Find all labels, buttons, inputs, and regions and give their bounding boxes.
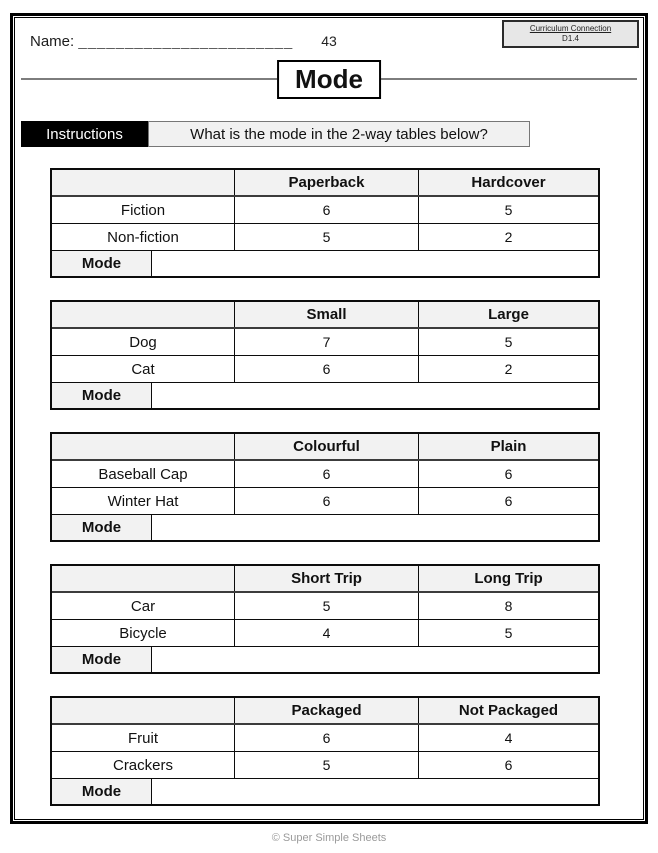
value-cell: 4: [504, 730, 513, 746]
table-row: [52, 197, 598, 224]
mode-label: Mode: [52, 647, 152, 672]
corner-cell: [52, 566, 235, 591]
row-label: Fiction: [52, 197, 235, 223]
value-cell: 6: [235, 197, 419, 223]
name-label: Name:: [30, 33, 75, 50]
instructions-text: What is the mode in the 2-way tables below?: [148, 121, 530, 147]
value-cell: 5: [504, 334, 513, 350]
column-header: Packaged: [235, 698, 419, 723]
mode-answer-cell[interactable]: [152, 647, 598, 672]
mode-answer-cell[interactable]: [152, 779, 598, 804]
column-header: Paperback: [235, 170, 419, 195]
corner-cell: [52, 302, 235, 327]
page-number: 43: [321, 33, 337, 49]
table-header-row: [52, 170, 598, 197]
column-header: Large: [419, 302, 598, 327]
mode-row: [52, 647, 598, 672]
table-header-row: [52, 302, 598, 329]
column-header: Colourful: [235, 434, 419, 459]
table-row: [52, 461, 598, 488]
row-label: Cat: [52, 356, 235, 382]
table-row: [52, 752, 598, 779]
curriculum-connection-box: [502, 20, 639, 48]
value-cell: 5: [504, 202, 513, 218]
corner-cell: [52, 434, 235, 459]
value-cell: 5: [504, 625, 513, 641]
instructions-label: Instructions: [21, 121, 148, 147]
value-cell: 2: [504, 229, 513, 245]
table-row: [52, 224, 598, 251]
footer-credit: © Super Simple Sheets: [271, 832, 387, 844]
row-label: Non-fiction: [52, 224, 235, 250]
mode-label: Mode: [52, 515, 152, 540]
mode-answer-cell[interactable]: [152, 515, 598, 540]
value-cell: 5: [235, 593, 419, 619]
value-cell: 6: [235, 488, 419, 514]
value-cell: 6: [235, 356, 419, 382]
column-header: Long Trip: [419, 566, 598, 591]
page-title: Mode: [277, 60, 381, 99]
two-way-table-trips: [50, 564, 600, 674]
two-way-table-pets: [50, 300, 600, 410]
instructions-bar: [21, 121, 530, 147]
table-row: [52, 725, 598, 752]
row-label: Dog: [52, 329, 235, 355]
value-cell: 6: [504, 466, 513, 482]
value-cell: 5: [235, 752, 419, 778]
table-row: [52, 488, 598, 515]
corner-cell: [52, 698, 235, 723]
table-row: [52, 620, 598, 647]
mode-answer-cell[interactable]: [152, 383, 598, 408]
mode-label: Mode: [52, 383, 152, 408]
mode-row: [52, 515, 598, 540]
mode-label: Mode: [52, 779, 152, 804]
table-header-row: [52, 566, 598, 593]
column-header: Short Trip: [235, 566, 419, 591]
table-header-row: [52, 434, 598, 461]
column-header: Small: [235, 302, 419, 327]
value-cell: 5: [235, 224, 419, 250]
value-cell: 8: [504, 598, 513, 614]
two-way-table-hats: [50, 432, 600, 542]
curriculum-code: D1.4: [562, 34, 579, 43]
mode-label: Mode: [52, 251, 152, 276]
mode-row: [52, 251, 598, 276]
row-label: Baseball Cap: [52, 461, 235, 487]
table-header-row: [52, 698, 598, 725]
column-header: Plain: [419, 434, 598, 459]
row-label: Bicycle: [52, 620, 235, 646]
two-way-table-snacks: [50, 696, 600, 806]
table-row: [52, 593, 598, 620]
table-row: [52, 356, 598, 383]
value-cell: 6: [504, 757, 513, 773]
corner-cell: [52, 170, 235, 195]
mode-row: [52, 383, 598, 408]
tables-area: [50, 168, 600, 828]
row-label: Winter Hat: [52, 488, 235, 514]
column-header: Not Packaged: [419, 698, 598, 723]
row-label: Crackers: [52, 752, 235, 778]
value-cell: 6: [235, 725, 419, 751]
value-cell: 7: [235, 329, 419, 355]
mode-answer-cell[interactable]: [152, 251, 598, 276]
name-blank-line[interactable]: _______________________: [78, 33, 294, 50]
value-cell: 6: [504, 493, 513, 509]
value-cell: 2: [504, 361, 513, 377]
value-cell: 6: [235, 461, 419, 487]
table-row: [52, 329, 598, 356]
column-header: Hardcover: [419, 170, 598, 195]
value-cell: 4: [235, 620, 419, 646]
row-label: Car: [52, 593, 235, 619]
two-way-table-books: [50, 168, 600, 278]
row-label: Fruit: [52, 725, 235, 751]
curriculum-title: Curriculum Connection: [529, 24, 612, 33]
mode-row: [52, 779, 598, 804]
